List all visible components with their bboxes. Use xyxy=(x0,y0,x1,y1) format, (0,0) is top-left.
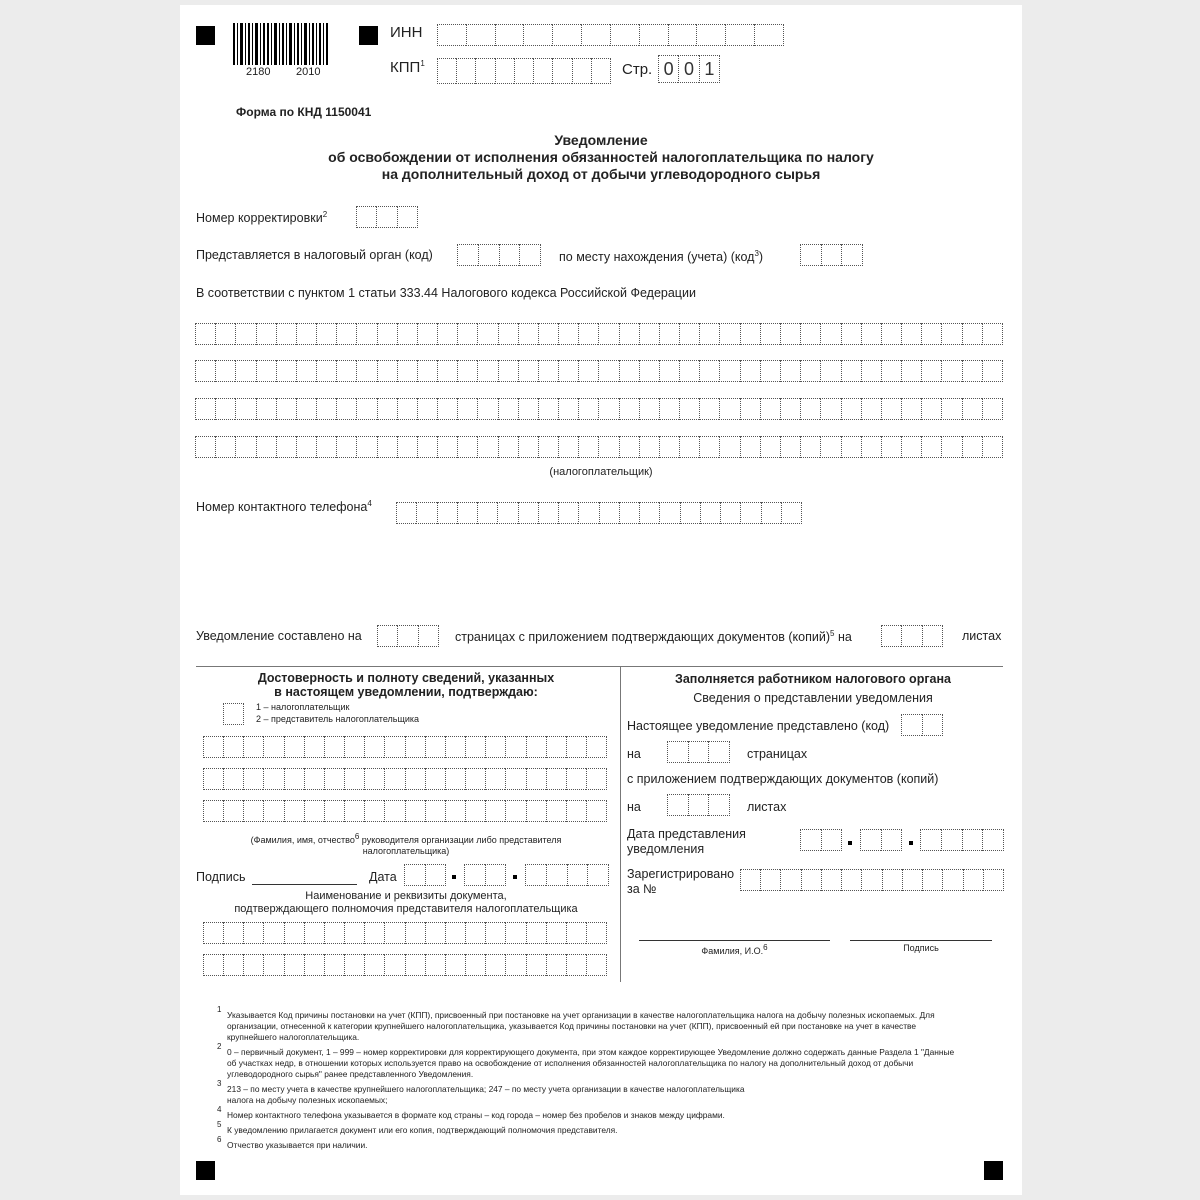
official-signature-line[interactable] xyxy=(850,940,992,941)
submitted-code-cells[interactable] xyxy=(901,714,943,736)
official-signature-caption: Подпись xyxy=(903,943,939,953)
official-name-line[interactable] xyxy=(639,940,830,941)
taxpayer-row-3[interactable] xyxy=(195,398,1003,420)
with-docs-label: с приложением подтверждающих документов (копий) xyxy=(627,772,939,786)
taxpayer-row-2[interactable] xyxy=(195,360,1003,382)
date-month-cells[interactable] xyxy=(464,864,506,886)
form-sheet xyxy=(180,5,1022,1195)
kpp-cells[interactable] xyxy=(437,58,611,84)
column-divider xyxy=(620,666,621,982)
section-divider xyxy=(196,666,1003,667)
corner-marker-top-left xyxy=(196,26,215,45)
confirmation-title: Достоверность и полноту сведений, указанных в настоящем уведомлении, подтверждаю: xyxy=(257,671,555,699)
phone-label: Номер контактного телефона$^4$ xyxy=(196,499,372,515)
submission-date-label: Дата представления уведомления xyxy=(627,827,746,856)
date-separator xyxy=(513,875,517,879)
corner-marker-bottom-right xyxy=(984,1161,1003,1180)
signature-line[interactable] xyxy=(252,884,357,885)
tax-office-section-title: Заполняется работником налогового органа xyxy=(674,672,951,686)
option-taxpayer: 1 – налогоплательщик xyxy=(256,702,350,712)
signer-name-caption: (Фамилия, имя, отчество$^6$ руководителя организации либо представителя налогоплательщика) xyxy=(250,832,562,856)
signer-type-cell[interactable] xyxy=(223,703,244,725)
corner-marker-top-right xyxy=(359,26,378,45)
barcode xyxy=(232,23,328,65)
basis-text: В соответствии с пунктом 1 статьи 333.44 Налогового кодекса Российской Федерации xyxy=(196,286,696,300)
authority-doc-caption: Наименование и реквизиты документа, подтверждающего полномочия представителя налогоплательщика xyxy=(234,890,578,915)
signature-label: Подпись xyxy=(196,870,246,884)
date-day-cells[interactable] xyxy=(404,864,446,886)
form-code: Форма по КНД 1150041 xyxy=(236,105,372,119)
taxpayer-row-1[interactable] xyxy=(195,323,1003,345)
footnote-3: 3 213 – по месту учета в качестве крупнейшего налогоплательщика; 247 – по месту учета организации в качестве налогоплательщика налога на добычу полезных ископаемых; xyxy=(217,1079,745,1105)
location-label: по месту нахождения (учета) (код$^3$) xyxy=(559,249,764,265)
sheets-word: листах xyxy=(747,800,787,814)
inn-cells[interactable] xyxy=(437,24,784,46)
pages-count-cells[interactable] xyxy=(377,625,439,647)
kpp-label: КПП$^1$ xyxy=(390,59,425,76)
option-representative: 2 – представитель налогоплательщика xyxy=(256,714,420,724)
na-label-1: на xyxy=(627,747,641,761)
date-separator xyxy=(909,841,913,845)
date-label: Дата xyxy=(369,870,397,884)
page-label: Стр. xyxy=(622,61,653,78)
na-label-2: на xyxy=(627,800,641,814)
tax-office-label: Представляется в налоговый орган (код) xyxy=(196,248,433,262)
corner-marker-bottom-left xyxy=(196,1161,215,1180)
authority-doc-row-2[interactable] xyxy=(203,954,607,976)
page-number-cells[interactable]: 0 0 1 xyxy=(658,55,720,83)
date-separator xyxy=(848,841,852,845)
barcode-image xyxy=(232,23,328,65)
submission-year-cells[interactable] xyxy=(920,829,1004,851)
registration-number-cells[interactable] xyxy=(740,869,1004,891)
phone-cells[interactable] xyxy=(396,502,802,524)
footnote-5: 5 К уведомлению прилагается документ или его копия, подтверждающий полномочия представителя. xyxy=(217,1120,618,1135)
signer-name-row-3[interactable] xyxy=(203,800,607,822)
taxpayer-caption: (налогоплательщик) xyxy=(549,466,653,478)
registration-label: Зарегистрировано за № xyxy=(627,867,735,896)
signer-name-row-2[interactable] xyxy=(203,768,607,790)
footnote-4: 4 Номер контактного телефона указывается в формате код страны – код города – номер без пробелов и знаков между цифрами. xyxy=(217,1105,725,1120)
barcode-number-left: 2180 xyxy=(246,66,271,78)
sheets-received-cells[interactable] xyxy=(667,794,730,816)
correction-label: Номер корректировки$^2$ xyxy=(196,210,328,226)
location-cells[interactable] xyxy=(800,244,863,266)
footnote-1: 1 Указывается Код причины постановки на учет (КПП), присвоенный при постановке на учет организации в качестве налогоплательщика налога на добычу полезных ископаемых. Для организации, отнесенной к категории крупнейшего налогоплательщика, указывается Код причины постановки на учет (КПП), присвоенный ей при постановке на учет в качестве крупнейшего налогоплательщика. xyxy=(217,1005,935,1042)
signer-name-row-1[interactable] xyxy=(203,736,607,758)
date-year-cells[interactable] xyxy=(525,864,609,886)
footnotes xyxy=(217,1005,957,1151)
pages-word: страницах xyxy=(747,747,808,761)
pages-received-cells[interactable] xyxy=(667,741,730,763)
submitted-code-label: Настоящее уведомление представлено (код) xyxy=(627,719,890,733)
correction-cells[interactable] xyxy=(356,206,418,228)
authority-doc-row-1[interactable] xyxy=(203,922,607,944)
official-name-caption: Фамилия, И.О.$^6$ xyxy=(701,943,768,956)
date-separator xyxy=(452,875,456,879)
submission-month-cells[interactable] xyxy=(860,829,902,851)
barcode-number-right: 2010 xyxy=(296,66,321,78)
submission-day-cells[interactable] xyxy=(800,829,842,851)
footnote-2: 2 0 – первичный документ, 1 – 999 – номер корректировки для корректирующего документа, при этом каждое корректирующее Уведомление должно содержать данные Раздела 1 "Данные об участках недр, в отношении которых используется право на освобождение от исполнения обязанностей налогоплательщика по налогу на дополнительный доход от добычи углеводородного сырья" ранее представленного Уведомления. xyxy=(217,1042,955,1079)
taxpayer-row-4[interactable] xyxy=(195,436,1003,458)
pages-suffix: листах xyxy=(962,629,1002,643)
attachment-sheets-cells[interactable] xyxy=(881,625,943,647)
tax-office-cells[interactable] xyxy=(457,244,541,266)
form-title: Уведомление об освобождении от исполнения обязанностей налогоплательщика по налогу на дополнительный доход от добычи углеводородного сырья xyxy=(328,132,874,182)
pages-prefix: Уведомление составлено на xyxy=(196,629,362,643)
footnote-6: 6 Отчество указывается при наличии. xyxy=(217,1135,368,1150)
pages-middle-text: страницах с приложением подтверждающих документов (копий)$^5$ на xyxy=(455,629,852,645)
inn-label: ИНН xyxy=(390,24,423,41)
tax-office-section-subtitle: Сведения о представлении уведомления xyxy=(693,691,933,705)
